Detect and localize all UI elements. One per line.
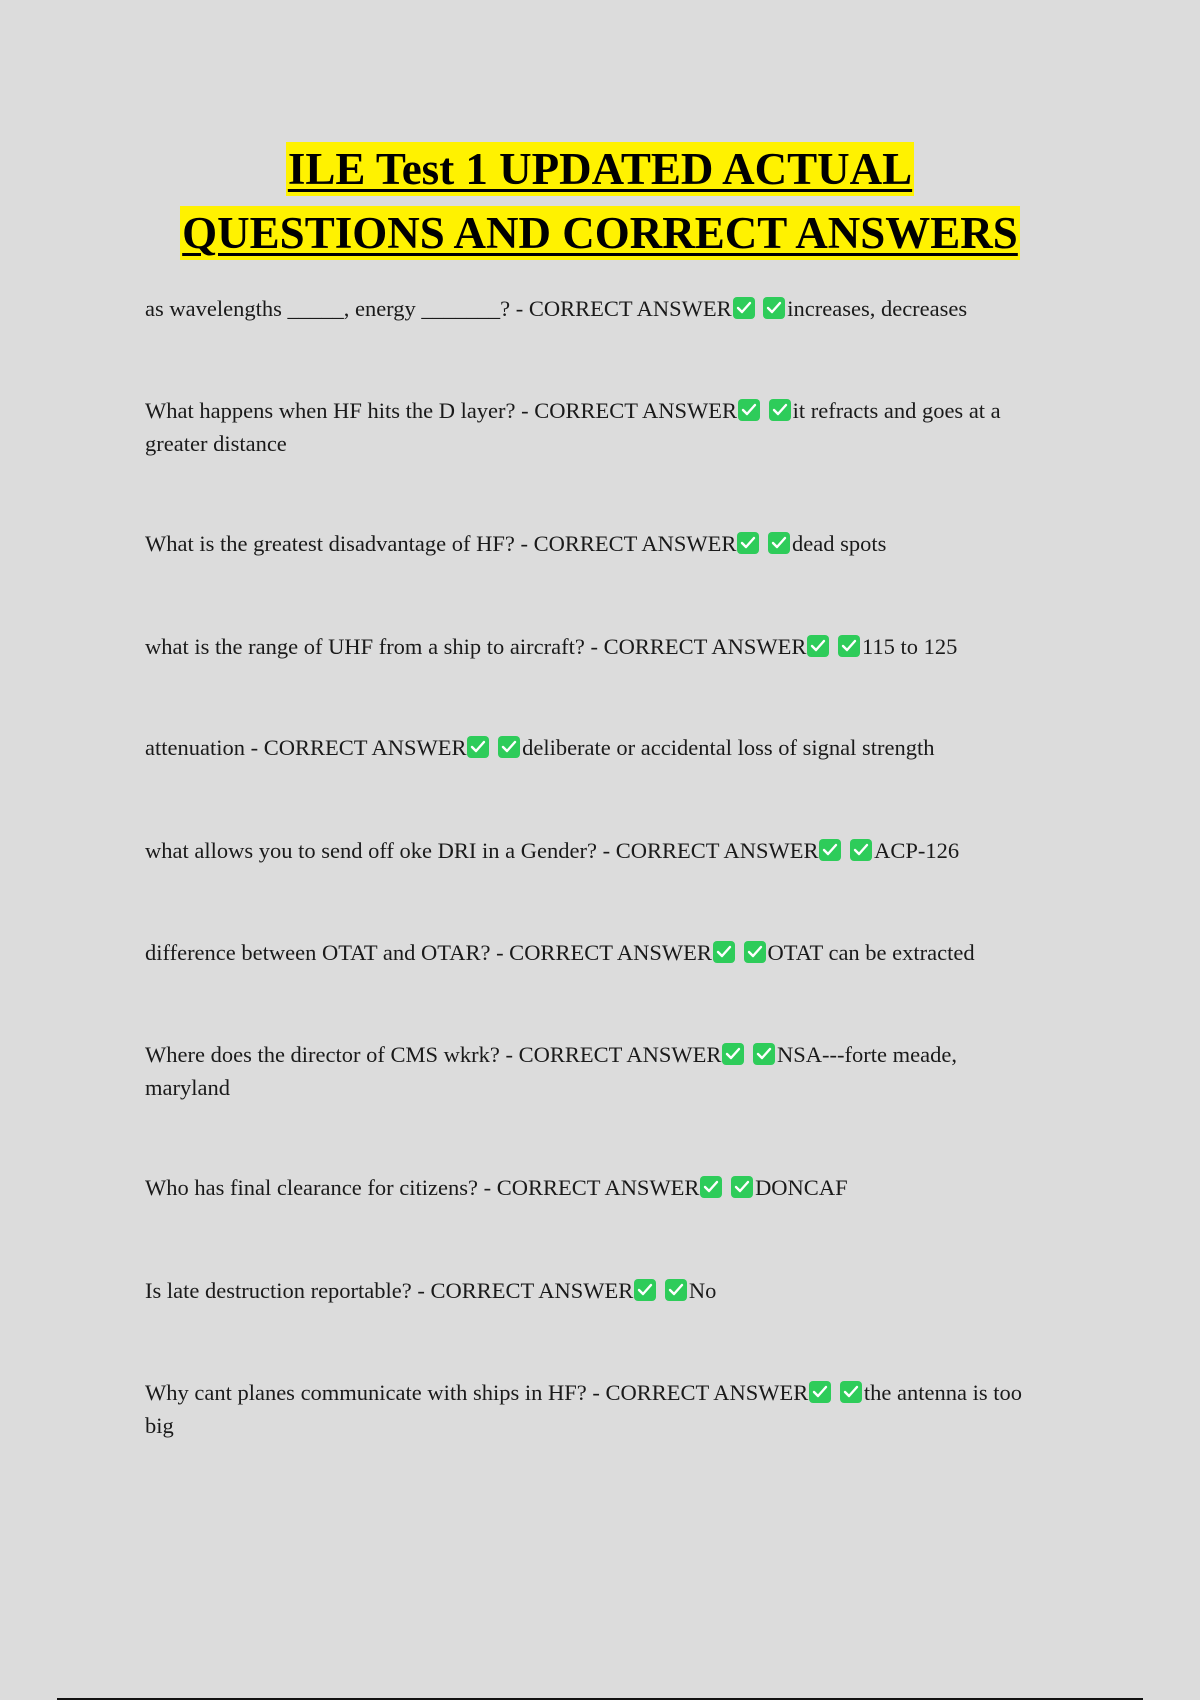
qa-item	[145, 527, 1045, 560]
check-icon	[713, 941, 735, 963]
check-icon	[722, 1043, 744, 1065]
question-text: what allows you to send off oke DRI in a Gender?	[145, 838, 597, 863]
check-icon	[737, 532, 759, 554]
check-icon	[700, 1176, 722, 1198]
question-text: Why cant planes communicate with ships in HF?	[145, 1380, 587, 1405]
answer-text: No	[688, 1278, 717, 1303]
correct-answer-label: - CORRECT ANSWER	[417, 1278, 634, 1303]
answer-text: increases, decreases	[787, 296, 968, 321]
answer-text: deliberate or accidental loss of signal strength	[522, 735, 935, 760]
qa-item	[145, 834, 1045, 867]
correct-answer-label: - CORRECT ANSWER	[483, 1175, 700, 1200]
correct-answer-label: - CORRECT ANSWER	[515, 296, 732, 321]
qa-item	[145, 1171, 1045, 1204]
answer-text: NSA---forte meade, maryland	[145, 1042, 957, 1100]
qa-item	[145, 1274, 1045, 1307]
check-icon	[731, 1176, 753, 1198]
question-text: What is the greatest disadvantage of HF?	[145, 531, 515, 556]
question-text: Is late destruction reportable?	[145, 1278, 412, 1303]
answer-text: 115 to 125	[861, 634, 958, 659]
question-text: Who has final clearance for citizens?	[145, 1175, 478, 1200]
correct-answer-label: - CORRECT ANSWER	[505, 1042, 722, 1067]
check-icon	[744, 941, 766, 963]
qa-item	[145, 292, 1045, 325]
check-icon	[763, 297, 785, 319]
question-text: difference between OTAT and OTAR?	[145, 940, 491, 965]
check-icon	[665, 1279, 687, 1301]
answer-text: the antenna is too big	[145, 1380, 1022, 1438]
qa-item	[145, 731, 1045, 764]
check-icon	[753, 1043, 775, 1065]
question-text: Where does the director of CMS wkrk?	[145, 1042, 500, 1067]
correct-answer-label: - CORRECT ANSWER	[521, 398, 738, 423]
check-icon	[819, 839, 841, 861]
answer-text: it refracts and goes at a greater distance	[145, 398, 1001, 456]
document-title	[0, 142, 1200, 270]
answer-text: dead spots	[792, 531, 887, 556]
check-icon	[768, 532, 790, 554]
check-icon	[733, 297, 755, 319]
correct-answer-label: - CORRECT ANSWER	[250, 735, 467, 760]
title-line-2: QUESTIONS AND CORRECT ANSWERS	[182, 208, 1018, 258]
question-text: What happens when HF hits the D layer?	[145, 398, 516, 423]
check-icon	[809, 1381, 831, 1403]
correct-answer-label: - CORRECT ANSWER	[590, 634, 807, 659]
qa-item	[145, 936, 1045, 969]
check-icon	[738, 399, 760, 421]
title-line-1: ILE Test 1 UPDATED ACTUAL	[287, 144, 913, 194]
check-icon	[634, 1279, 656, 1301]
correct-answer-label: - CORRECT ANSWER	[602, 838, 819, 863]
answer-text: OTAT can be extracted	[767, 940, 975, 965]
correct-answer-label: - CORRECT ANSWER	[496, 940, 712, 965]
answer-text: ACP-126	[874, 838, 960, 863]
question-text: what is the range of UHF from a ship to aircraft?	[145, 634, 585, 659]
qa-item	[145, 1376, 1045, 1442]
correct-answer-label: - CORRECT ANSWER	[592, 1380, 809, 1405]
qa-item	[145, 630, 1045, 663]
correct-answer-label: - CORRECT ANSWER	[520, 531, 737, 556]
check-icon	[850, 839, 872, 861]
check-icon	[769, 399, 791, 421]
question-text: attenuation	[145, 735, 245, 760]
answer-text: DONCAF	[755, 1175, 848, 1200]
check-icon	[807, 635, 829, 657]
check-icon	[840, 1381, 862, 1403]
question-text: as wavelengths _____, energy _______?	[145, 296, 511, 321]
check-icon	[467, 736, 489, 758]
qa-item	[145, 1038, 1045, 1104]
qa-item	[145, 394, 1045, 460]
check-icon	[498, 736, 520, 758]
check-icon	[838, 635, 860, 657]
